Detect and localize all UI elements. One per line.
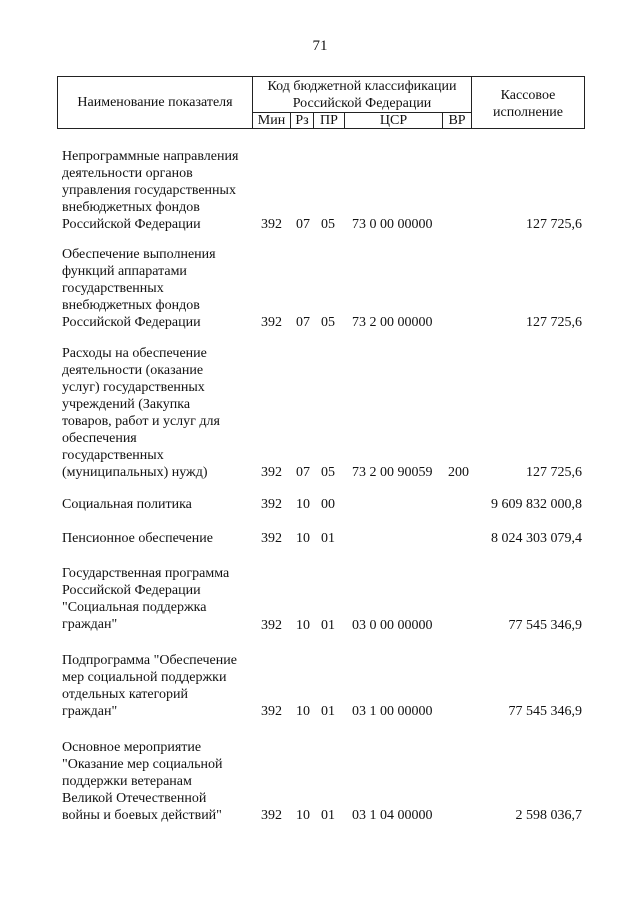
row-amount: 127 725,6 [526, 465, 582, 480]
row-pr: 05 [321, 315, 335, 330]
row-pr: 01 [321, 704, 335, 719]
row-min: 392 [261, 618, 282, 633]
row-name: Пенсионное обеспечение [62, 531, 213, 546]
row-min: 392 [261, 497, 282, 512]
row-name: Подпрограмма "Обеспечение мер социальной поддержки отдельных категорий граждан" [62, 653, 237, 719]
row-csr: 73 2 00 90059 [352, 465, 433, 480]
row-rz: 10 [296, 808, 310, 823]
row-csr: 03 0 00 00000 [352, 618, 433, 633]
row-rz: 10 [296, 497, 310, 512]
row-amount: 127 725,6 [526, 217, 582, 232]
row-csr: 73 2 00 00000 [352, 315, 433, 330]
header-min-label: Мин [257, 113, 286, 128]
row-pr: 01 [321, 531, 335, 546]
row-rz: 07 [296, 217, 310, 232]
row-amount: 8 024 303 079,4 [491, 531, 582, 546]
header-csr-label: ЦСР [379, 113, 408, 128]
row-rz: 07 [296, 465, 310, 480]
row-name: Социальная политика [62, 497, 192, 512]
row-amount: 77 545 346,9 [508, 618, 582, 633]
row-min: 392 [261, 315, 282, 330]
row-min: 392 [261, 465, 282, 480]
row-pr: 01 [321, 808, 335, 823]
row-amount: 127 725,6 [526, 315, 582, 330]
row-vr: 200 [448, 465, 469, 480]
row-pr: 01 [321, 618, 335, 633]
header-name-label: Наименование показателя [77, 95, 233, 110]
row-csr: 03 1 00 00000 [352, 704, 433, 719]
row-pr: 05 [321, 217, 335, 232]
row-csr: 73 0 00 00000 [352, 217, 433, 232]
row-pr: 00 [321, 497, 335, 512]
row-name: Расходы на обеспечение деятельности (оказание услуг) государственных учреждений (Закупка товаров, работ и услуг для обеспечения государственных (муниципальных) нужд) [62, 346, 220, 480]
row-name: Непрограммные направления деятельности органов управления государственных внебюджетных фондов Российской Федерации [62, 149, 239, 232]
row-min: 392 [261, 808, 282, 823]
row-pr: 05 [321, 465, 335, 480]
row-amount: 2 598 036,7 [515, 808, 582, 823]
row-min: 392 [261, 704, 282, 719]
header-amount-label: Кассовое исполнение [493, 88, 563, 120]
row-name: Государственная программа Российской Федерации "Социальная поддержка граждан" [62, 566, 230, 632]
page-number: 71 [312, 38, 328, 54]
row-amount: 77 545 346,9 [508, 704, 582, 719]
row-csr: 03 1 04 00000 [352, 808, 433, 823]
row-rz: 10 [296, 618, 310, 633]
row-min: 392 [261, 531, 282, 546]
row-rz: 10 [296, 531, 310, 546]
header-rz-label: Рз [295, 113, 309, 128]
row-name: Основное мероприятие "Оказание мер социальной поддержки ветеранам Великой Отечественной войны и боевых действий" [62, 740, 223, 823]
header-code-group-label: Код бюджетной классификации Российской Федерации [267, 79, 457, 111]
row-name: Обеспечение выполнения функций аппаратами государственных внебюджетных фондов Российской Федерации [62, 247, 216, 330]
row-min: 392 [261, 217, 282, 232]
row-rz: 10 [296, 704, 310, 719]
row-rz: 07 [296, 315, 310, 330]
header-vr-label: ВР [448, 113, 466, 128]
row-amount: 9 609 832 000,8 [491, 497, 582, 512]
header-pr-label: ПР [320, 113, 338, 128]
